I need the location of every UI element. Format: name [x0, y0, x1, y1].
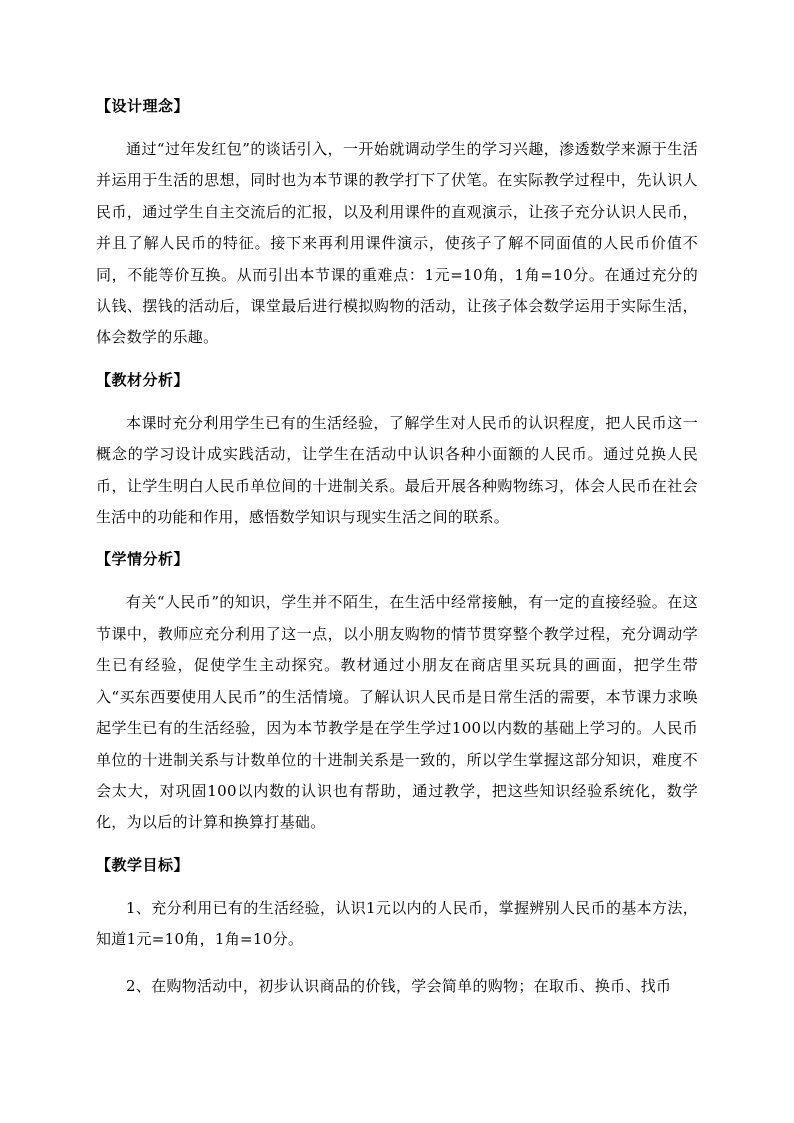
- paragraph: 本课时充分利用学生已有的生活经验，了解学生对人民币的认识程度，把人民币这一概念的学习设计成实践活动，让学生在活动中认识各种小面额的人民币。通过兑换人民币，让学生明白人民币单位间的十进制关系。最后开展各种购物练习，体会人民币在社会生活中的功能和作用，感悟数学知识与现实生活之间的联系。: [96, 413, 698, 527]
- section-heading: 【教材分析】: [96, 370, 190, 389]
- section-heading: 【设计理念】: [96, 97, 190, 115]
- section-design-concept: [96, 94, 698, 368]
- section-heading: 【教学目标】: [96, 855, 190, 874]
- section-textbook-analysis: [96, 368, 698, 548]
- goal-item: 2、在购物活动中，初步认识商品的价钱，学会简单的购物；在取币、换币、找币: [126, 976, 672, 995]
- paragraph: 通过“过年发红包”的谈话引入，一开始就调动学生的学习兴趣，渗透数学来源于生活并运用于生活的思想，同时也为本节课的教学打下了伏笔。在实际教学过程中，先认识人民币，通过学生自主交流后的汇报，以及利用课件的直观演示，让孩子充分认识人民币，并且了解人民币的特征。接下来再利用课件演示，使孩子了解不同面值的人民币价值不同，不能等价互换。从而引出本节课的重难点：1元=10角，1角=10分。在通过充分的认钱、摆钱的活动后，课堂最后进行模拟购物的活动，让孩子体会数学运用于实际生活，体会数学的乐趣。: [96, 140, 698, 347]
- goal-item: 1、充分利用已有的生活经验，认识1元以内的人民币，掌握辨别人民币的基本方法，知道1元=10角，1角=10分。: [96, 898, 698, 949]
- section-teaching-goals: [96, 853, 698, 1002]
- paragraph: 有关“人民币”的知识，学生并不陌生，在生活中经常接触，有一定的直接经验。在这节课中，教师应充分利用了这一点，以小朋友购物的情节贯穿整个教学过程，充分调动学生已有经验，促使学生主动探究。教材通过小朋友在商店里买玩具的画面，把学生带入“买东西要使用人民币”的生活情境。了解认识人民币是日常生活的需要，本节课力求唤起学生已有的生活经验，因为本节教学是在学生学过100以内数的基础上学习的。人民币单位的十进制关系与计数单位的十进制关系是一致的，所以学生掌握这部分知识，难度不会太大，对巩固100以内数的认识也有帮助，通过教学，把这些知识经验系统化，数学化，为以后的计算和换算打基础。: [96, 593, 698, 832]
- section-heading: 【学情分析】: [96, 550, 190, 569]
- document-body: [96, 94, 698, 1002]
- section-student-analysis: [96, 547, 698, 852]
